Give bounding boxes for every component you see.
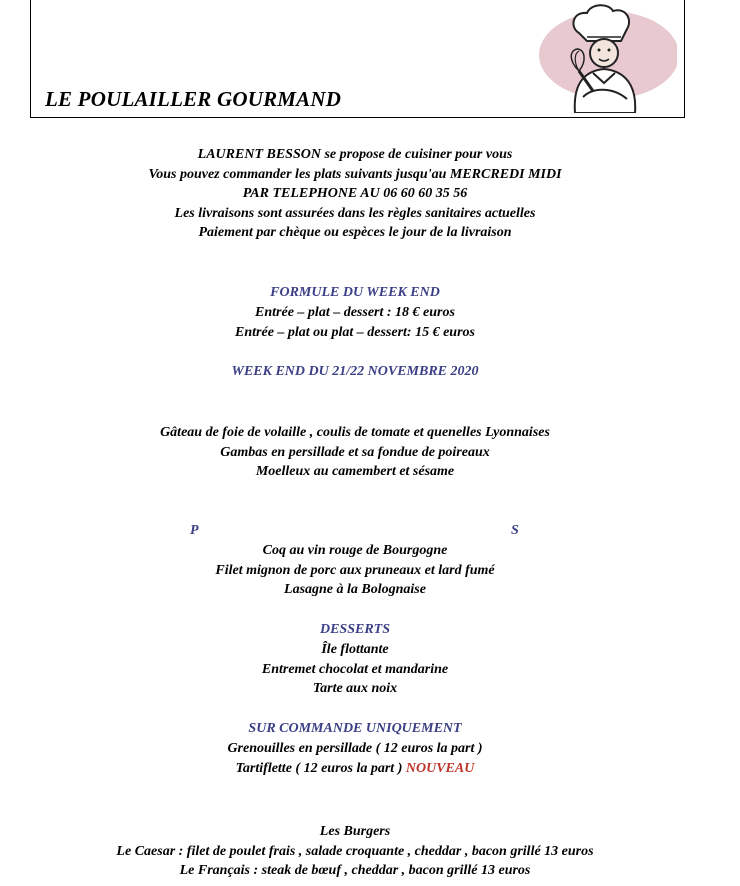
commande-item: Tartiflette ( 12 euros la part ) xyxy=(235,760,403,776)
burger-item: Le Caesar : filet de poulet frais , salade croquante , cheddar , bacon grillé 13 euros xyxy=(116,843,594,859)
desserts-block xyxy=(0,620,710,699)
commande-item-row xyxy=(0,759,710,779)
header-box xyxy=(30,0,685,118)
commande-item: Grenouilles en persillade ( 12 euros la part ) xyxy=(227,741,483,756)
dessert-item: Entremet chocolat et mandarine xyxy=(261,661,449,677)
dessert-item: Tarte aux noix xyxy=(312,681,398,696)
burgers-block xyxy=(0,822,710,881)
entree-item: Gâteau de foie de volaille , coulis de tomate et quenelles Lyonnaises xyxy=(160,425,550,440)
weekend-block xyxy=(0,362,710,382)
burgers-heading: Les Burgers xyxy=(319,824,391,839)
intro-line: Paiement par chèque ou espèces le jour de la livraison xyxy=(198,225,512,240)
plat-item: Filet mignon de porc aux pruneaux et lard fumé xyxy=(215,562,495,578)
formule-line: Entrée – plat ou plat – dessert: 15 € euros xyxy=(235,324,475,340)
entree-item: Moelleux au camembert et sésame xyxy=(255,464,455,479)
plats-heading-fragment-right: S xyxy=(511,523,519,538)
formule-block xyxy=(0,283,710,342)
intro-block xyxy=(0,145,710,243)
commande-heading: SUR COMMANDE UNIQUEMENT xyxy=(248,721,462,736)
formule-heading: FORMULE DU WEEK END xyxy=(270,285,440,300)
weekend-heading: WEEK END DU 21/22 NOVEMBRE 2020 xyxy=(231,364,479,379)
plats-block xyxy=(0,541,710,600)
intro-line: Les livraisons sont assurées dans les règles sanitaires actuelles xyxy=(174,205,536,221)
plat-item: Lasagne à la Bolognaise xyxy=(284,582,426,597)
intro-line: PAR TELEPHONE AU 06 60 60 35 56 xyxy=(242,186,468,201)
intro-line: Vous pouvez commander les plats suivants jusqu'au MERCREDI MIDI xyxy=(148,166,562,182)
page-title: LE POULAILLER GOURMAND xyxy=(45,87,342,111)
burger-item: Le Français : steak de bœuf , cheddar , bacon grillé 13 euros xyxy=(179,863,531,878)
entrees-block xyxy=(0,423,710,482)
plats-heading-fragment-left: P xyxy=(190,523,199,538)
chef-holding-whisk-icon xyxy=(517,1,677,113)
commande-block xyxy=(0,719,710,778)
intro-line: LAURENT BESSON se propose de cuisiner pour vous xyxy=(197,147,513,162)
plat-item: Coq au vin rouge de Bourgogne xyxy=(262,543,448,558)
entree-item: Gambas en persillade et sa fondue de poireaux xyxy=(220,444,490,460)
nouveau-badge: NOUVEAU xyxy=(405,760,475,776)
desserts-heading: DESSERTS xyxy=(319,622,391,637)
dessert-item: Île flottante xyxy=(321,642,389,657)
formule-line: Entrée – plat – dessert : 18 € euros xyxy=(255,305,455,320)
